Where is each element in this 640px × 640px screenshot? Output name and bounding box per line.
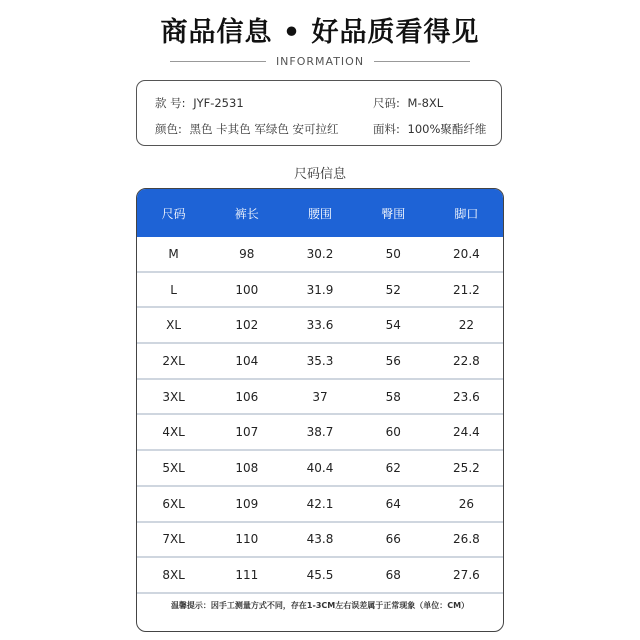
table-row xyxy=(137,415,503,451)
page-subtitle: INFORMATION xyxy=(275,54,365,68)
table-cell: 3XL xyxy=(162,389,185,404)
divider-left xyxy=(170,61,266,62)
table-cell: 110 xyxy=(235,532,259,547)
table-cell: 62 xyxy=(385,460,401,475)
table-cell: 5XL xyxy=(162,460,185,475)
table-cell: 25.2 xyxy=(453,460,480,475)
table-header-cell: 裤长 xyxy=(234,206,259,221)
table-cell: 52 xyxy=(385,282,401,297)
table-cell: 22.8 xyxy=(453,353,480,368)
table-cell: 31.9 xyxy=(306,282,334,297)
table-cell: 111 xyxy=(235,568,259,583)
style-number-field xyxy=(155,95,244,111)
table-cell: 22 xyxy=(458,318,475,333)
table-row xyxy=(137,523,503,559)
size-chart-table xyxy=(136,188,504,632)
table-cell: M xyxy=(168,246,179,261)
table-cell: 108 xyxy=(235,460,259,475)
table-cell: 68 xyxy=(385,568,401,583)
table-cell: 100 xyxy=(235,282,259,297)
table-row xyxy=(137,451,503,487)
table-cell: 54 xyxy=(385,318,401,333)
subtitle-row xyxy=(170,52,470,70)
table-header xyxy=(137,189,503,237)
color-value: 黑色 卡其色 军绿色 安可拉红 xyxy=(189,122,339,136)
divider-right xyxy=(374,61,470,62)
table-cell: 20.4 xyxy=(453,246,480,261)
table-cell: 109 xyxy=(235,496,259,511)
style-number-label: 款 号: xyxy=(155,96,186,110)
size-range-label: 尺码: xyxy=(373,96,400,110)
fabric-value: 100%聚酯纤维 xyxy=(407,122,487,136)
style-number-value: JYF-2531 xyxy=(193,96,244,110)
table-row xyxy=(137,380,503,416)
table-cell: L xyxy=(170,282,177,297)
table-cell: 4XL xyxy=(162,425,185,440)
color-field xyxy=(155,121,339,137)
table-row xyxy=(137,344,503,380)
table-cell: 45.5 xyxy=(306,568,334,583)
table-cell: 8XL xyxy=(162,568,185,583)
table-cell: 24.4 xyxy=(453,425,480,440)
table-cell: 107 xyxy=(235,425,259,440)
table-cell: 38.7 xyxy=(306,425,334,440)
table-cell: 23.6 xyxy=(453,389,480,404)
size-range-field xyxy=(373,95,443,111)
table-cell: 56 xyxy=(385,353,401,368)
table-row xyxy=(137,558,503,594)
fabric-label: 面料: xyxy=(373,122,400,136)
table-cell: 42.1 xyxy=(306,496,334,511)
table-row xyxy=(137,487,503,523)
table-cell: 30.2 xyxy=(306,246,334,261)
size-range-value: M-8XL xyxy=(407,96,444,110)
table-header-cell: 尺码 xyxy=(161,206,186,221)
table-cell: XL xyxy=(166,318,182,333)
table-row xyxy=(137,273,503,309)
table-cell: 37 xyxy=(312,389,328,404)
table-body xyxy=(137,237,503,594)
size-section-title: 尺码信息 xyxy=(293,167,346,182)
table-cell: 43.8 xyxy=(306,532,334,547)
table-cell: 98 xyxy=(239,246,255,261)
table-cell: 58 xyxy=(385,389,401,404)
table-header-cell: 脚口 xyxy=(454,206,479,221)
table-cell: 6XL xyxy=(162,496,185,511)
table-header-cell: 腰围 xyxy=(308,206,333,221)
table-header-cell: 臀围 xyxy=(381,206,406,221)
table-cell: 26 xyxy=(458,496,475,511)
page-title: 商品信息 • 好品质看得见 xyxy=(160,17,480,48)
table-cell: 26.8 xyxy=(453,532,480,547)
table-cell: 106 xyxy=(235,389,259,404)
measurement-note: 温馨提示：因手工测量方式不同，存在1-3CM左右误差属于正常现象（单位：CM） xyxy=(170,601,470,610)
table-cell: 102 xyxy=(235,318,259,333)
table-cell: 27.6 xyxy=(453,568,480,583)
fabric-field xyxy=(373,121,486,137)
table-cell: 40.4 xyxy=(306,460,334,475)
table-row xyxy=(137,308,503,344)
table-cell: 7XL xyxy=(162,532,185,547)
table-cell: 64 xyxy=(385,496,401,511)
product-info-box xyxy=(136,80,502,146)
table-cell: 2XL xyxy=(162,353,185,368)
table-cell: 35.3 xyxy=(306,353,334,368)
table-cell: 21.2 xyxy=(453,282,480,297)
color-label: 颜色: xyxy=(155,122,182,136)
table-cell: 104 xyxy=(235,353,259,368)
table-cell: 60 xyxy=(385,425,401,440)
table-row xyxy=(137,237,503,273)
table-cell: 50 xyxy=(385,246,401,261)
table-cell: 66 xyxy=(385,532,401,547)
table-cell: 33.6 xyxy=(306,318,334,333)
